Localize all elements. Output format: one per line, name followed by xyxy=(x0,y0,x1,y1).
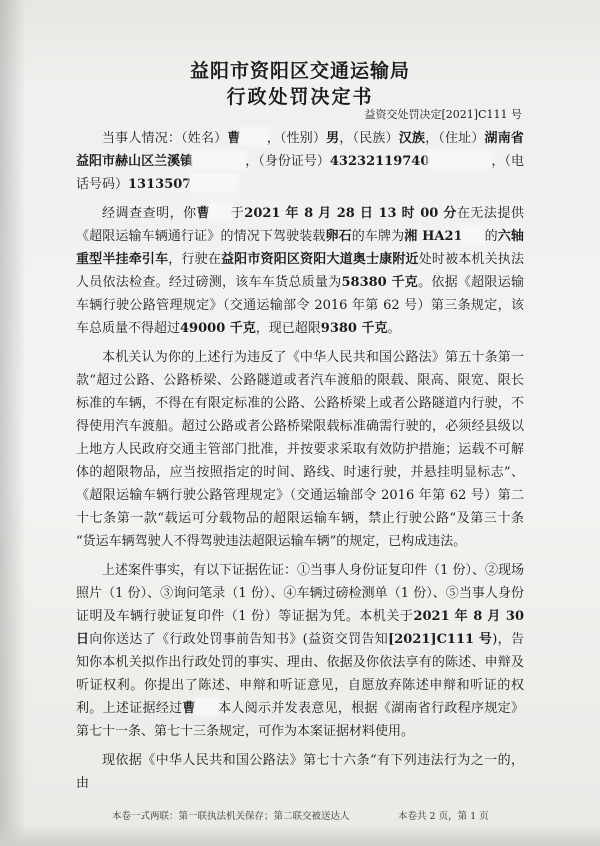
redaction xyxy=(196,699,218,714)
text: 于 xyxy=(230,206,245,221)
party-name: 曹 xyxy=(182,701,196,716)
document-number: 益资交处罚决定[2021]C111 号 xyxy=(364,108,522,121)
decision-paragraph: 现依据《中华人民共和国公路法》第七十六条“有下列违法行为之一的，由 xyxy=(76,753,524,791)
redaction xyxy=(210,204,230,219)
total-weight: 58380 千克 xyxy=(341,275,419,290)
party-id-number: 43232119740 xyxy=(329,154,430,169)
legal-basis-paragraph: 本机关认为你的上述行为违反了《中华人民共和国公路法》第五十条第一款“超过公路、公路桥梁、公路隧道或者汽车渡船的限载、限高、限宽、限长标准的车辆，不得在有限定标准的公路、公路桥梁上或者公路隧道内行驶，不得使用汽车渡船。超过公路或者公路桥梁限载标准确需行驶的，必须经县级以上地方人民政府交通主管部门批准，并按要求采取有效防护措施；运载不可解体的超限物品，应当按照指定的时间、路线、时速行驶，并悬挂明显标志”、《超限运输车辆行驶公路管理规定》（交通运输部令 2016 年第 62 号）第二十七条第一款“载运可分载物品的超限运输车辆，禁止行驶公路”及第三十条 “货运车辆驾驶人不得驾驶违法超限运输车辆”的规定，已构成违法。 xyxy=(76,350,524,549)
address-label: ，（住址） xyxy=(425,131,485,146)
violation-datetime: 2021 年 8 月 28 日 13 时 00 分 xyxy=(244,206,457,221)
party-info-paragraph: 当事人情况：（姓名）曹 ，（性别）男，（民族）汉族，（住址）湖南省益阳市赫山区兰溪镇 ，（身份证号）43232119740 ，（电话号码）1313507 xyxy=(76,131,524,192)
page-shadow xyxy=(0,0,26,846)
redaction xyxy=(463,227,485,242)
party-phone: 1313507 xyxy=(128,177,192,192)
text: )，告知你本机关拟作出行政处罚的事实、理由、依据及你依法享有的陈述、申辩及听证权利。你提出了陈述、申辩和听证意见，自愿放弃陈述申辩和听证的权利。上述证据经过 xyxy=(76,632,525,716)
vehicle-type: 六轴重型半挂牵引车 xyxy=(76,229,524,267)
plate-number: 湘 HA21 xyxy=(404,229,463,244)
phone-label: ，（电话号码） xyxy=(76,154,524,192)
redaction xyxy=(429,152,491,167)
text: 的车牌为 xyxy=(351,229,405,244)
party-address: 湖南省益阳市赫山区兰溪镇 xyxy=(76,131,524,169)
text: 。依据《超限运输车辆行驶公路管理规定》（交通运输部令 2016 年第 62 号）第三条规定，该车总质量不得超过 xyxy=(76,275,524,336)
agency-title: 益阳市资阳区交通运输局 xyxy=(189,60,410,82)
evidence-paragraph xyxy=(76,559,524,743)
text: 向你送达了《行政处罚事前告知书》(益资交罚告知 xyxy=(89,632,389,647)
text: 经调查查明，你 xyxy=(102,206,197,221)
investigation-paragraph xyxy=(76,202,524,340)
ethnicity-label: ，（民族） xyxy=(339,131,399,146)
text: 在无法提供《超限运输车辆通行证》的情况下驾驶装载 xyxy=(76,206,524,244)
document-type-title: 行政处罚决定书 xyxy=(226,86,374,108)
party-ethnicity: 汉族 xyxy=(398,131,426,146)
footer-copies-note: 本卷一式两联：第一联执法机关保存；第二联交被送达人 xyxy=(112,811,350,822)
party-name: 曹 xyxy=(196,206,211,221)
text: 本人阅示并发表意见，根据《湖南省行政程序规定》第七十一条、第七十三条规定，可作为本案证据材料使用。 xyxy=(76,701,524,739)
overweight-amount: 9380 千克 xyxy=(320,321,388,336)
id-label: （身份证号） xyxy=(258,154,330,169)
name-label: （姓名） xyxy=(181,131,228,146)
page-edge xyxy=(0,824,600,846)
weight-limit: 49000 千克 xyxy=(180,321,256,336)
redaction xyxy=(191,175,237,190)
text: 处时被本机关执法人员依法检查。经过磅测，该车车货总质量为 xyxy=(76,252,524,290)
notice-date: 2021 年 8 月 30 日 xyxy=(76,609,525,647)
text: ，行驶在 xyxy=(168,252,221,267)
text: 上述案件事实，有以下证据佐证：①当事人身份证复印件（1 份）、②现场照片（1 份）、③询问笔录（1 份）、④车辆过磅检测单（1 份）、⑤当事人身份证明及车辆行驶证复印件（1 份）等证据为凭。本机关于 xyxy=(76,563,524,624)
inspection-location: 益阳市资阳区资阳大道奥士康附近 xyxy=(221,252,419,267)
party-gender: 男 xyxy=(326,131,340,146)
footer-page-number: 本卷共 2 页，第 1 页 xyxy=(398,811,489,822)
redaction xyxy=(241,129,267,144)
party-name: 曹 xyxy=(227,131,241,146)
text: 的 xyxy=(484,229,498,244)
text: 。 xyxy=(387,321,401,336)
text: ，现已超限 xyxy=(255,321,321,336)
cargo: 卵石 xyxy=(325,229,352,244)
document-body xyxy=(76,127,524,801)
redaction xyxy=(193,152,245,167)
party-label: 当事人情况： xyxy=(102,131,182,146)
notice-number: [2021]C111 号 xyxy=(388,632,493,647)
gender-label: ，（性别） xyxy=(266,131,327,146)
